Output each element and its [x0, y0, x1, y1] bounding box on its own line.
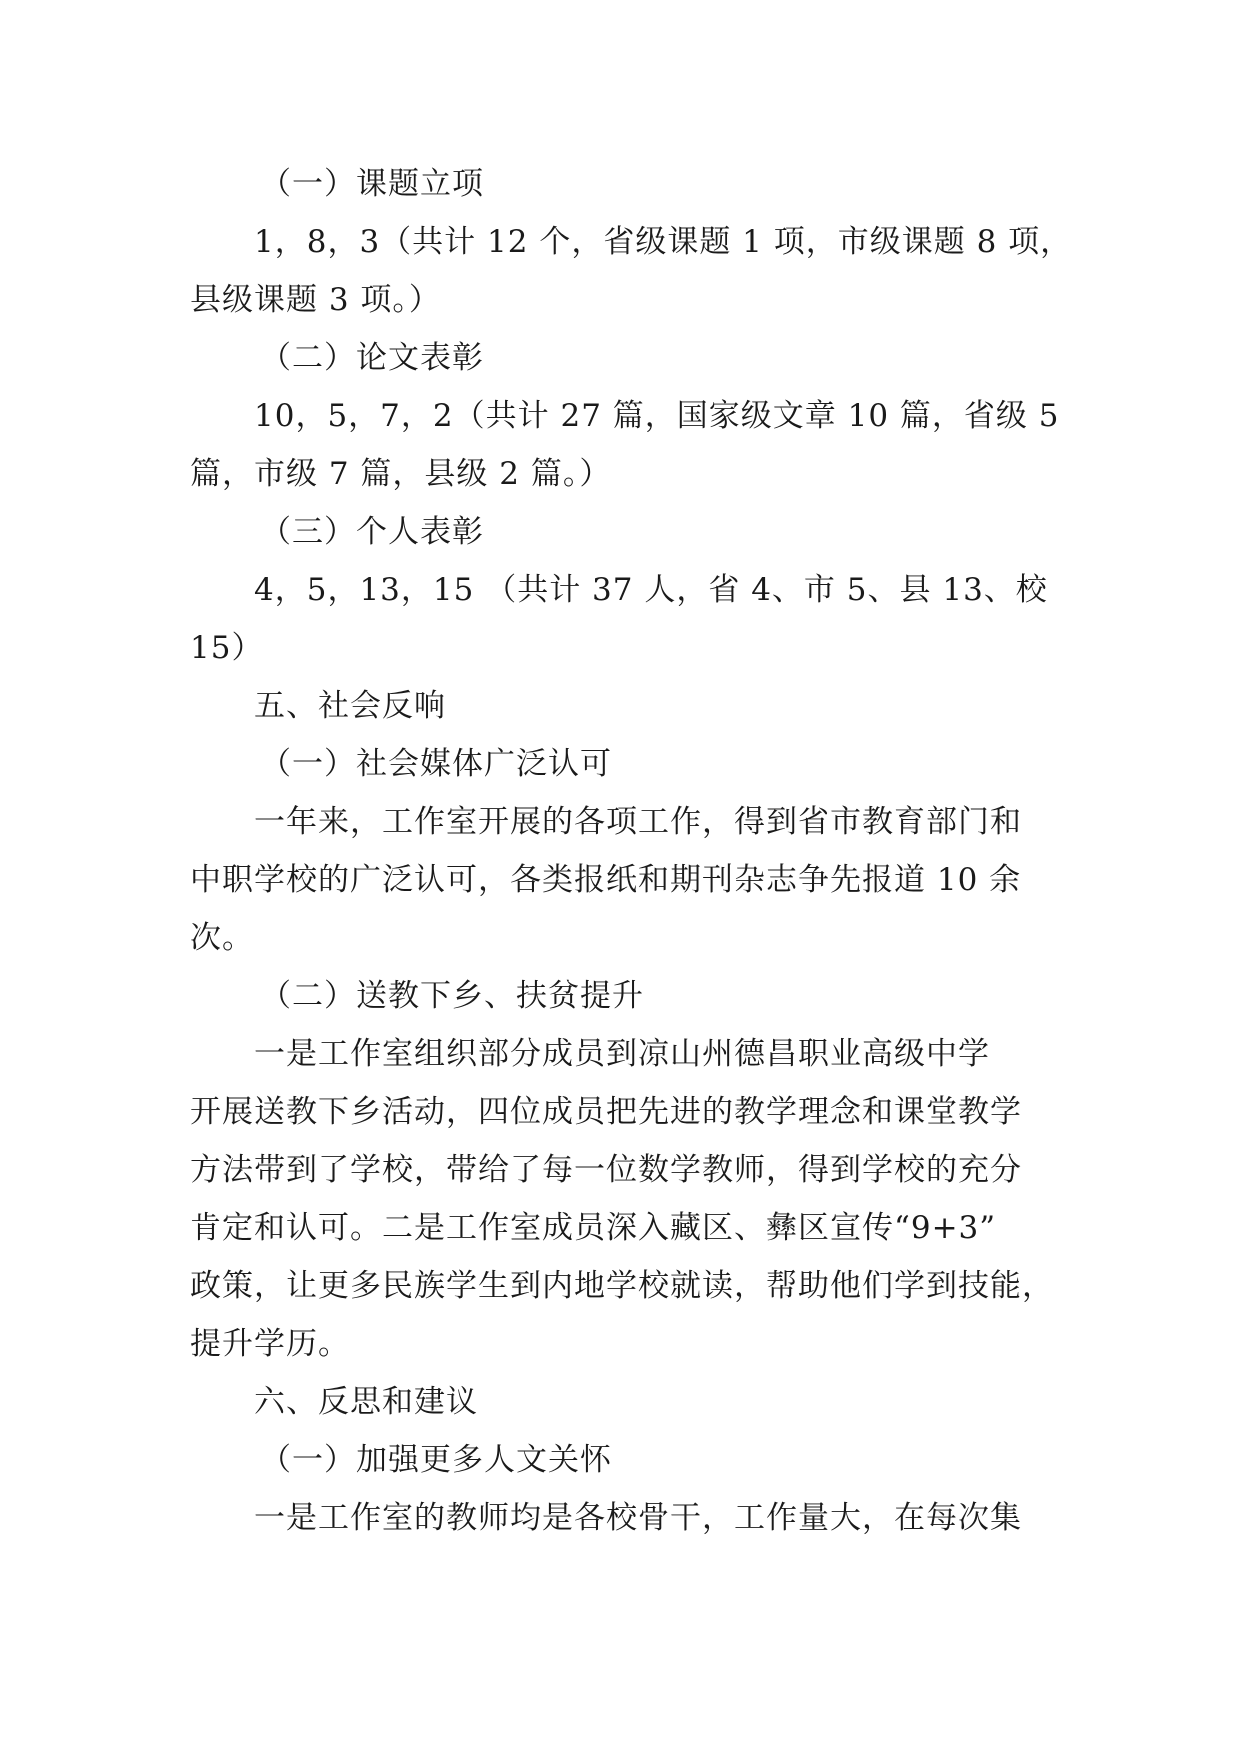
paragraph-line: 中职学校的广泛认可，各类报纸和期刊杂志争先报道 10 余 — [190, 862, 1022, 898]
document-body — [190, 155, 1073, 1547]
paragraph-line: 1，8，3（共计 12 个，省级课题 1 项，市级课题 8 项， — [254, 224, 1073, 260]
paragraph-line: 政策，让更多民族学生到内地学校就读，帮助他们学到技能， — [190, 1268, 1054, 1304]
paragraph-line: 肯定和认可。二是工作室成员深入藏区、彝区宣传“9+3” — [190, 1210, 997, 1246]
section-heading-social-response: 五、社会反响 — [254, 688, 446, 724]
paragraph-line: 篇，市级 7 篇，县级 2 篇。） — [190, 456, 612, 492]
paragraph-line: 开展送教下乡活动，四位成员把先进的教学理念和课堂教学 — [190, 1094, 1022, 1130]
paragraph-line: 县级课题 3 项。） — [190, 282, 441, 318]
paragraph-line: 次。 — [190, 920, 254, 956]
paragraph-line: 一是工作室的教师均是各校骨干，工作量大，在每次集 — [254, 1500, 1022, 1536]
paragraph-line: 10，5，7，2（共计 27 篇，国家级文章 10 篇，省级 5 — [254, 398, 1060, 434]
paragraph-line: 15） — [190, 630, 264, 666]
subheading-media-recognition: （一）社会媒体广泛认可 — [260, 746, 612, 782]
subheading-personal-awards: （三）个人表彰 — [260, 514, 484, 550]
paragraph-line: 一是工作室组织部分成员到凉山州德昌职业高级中学 — [254, 1036, 990, 1072]
paragraph-line: 方法带到了学校，带给了每一位数学教师，得到学校的充分 — [190, 1152, 1022, 1188]
section-heading-reflection: 六、反思和建议 — [254, 1384, 478, 1420]
subheading-outreach: （二）送教下乡、扶贫提升 — [260, 978, 644, 1014]
subheading-paper-awards: （二）论文表彰 — [260, 340, 484, 376]
subheading-topic-projects: （一）课题立项 — [260, 166, 484, 202]
subheading-humanistic-care: （一）加强更多人文关怀 — [260, 1442, 612, 1478]
paragraph-line: 提升学历。 — [190, 1326, 350, 1362]
paragraph-line: 一年来，工作室开展的各项工作，得到省市教育部门和 — [254, 804, 1022, 840]
paragraph-line: 4，5，13，15 （共计 37 人，省 4、市 5、县 13、校 — [254, 572, 1048, 608]
